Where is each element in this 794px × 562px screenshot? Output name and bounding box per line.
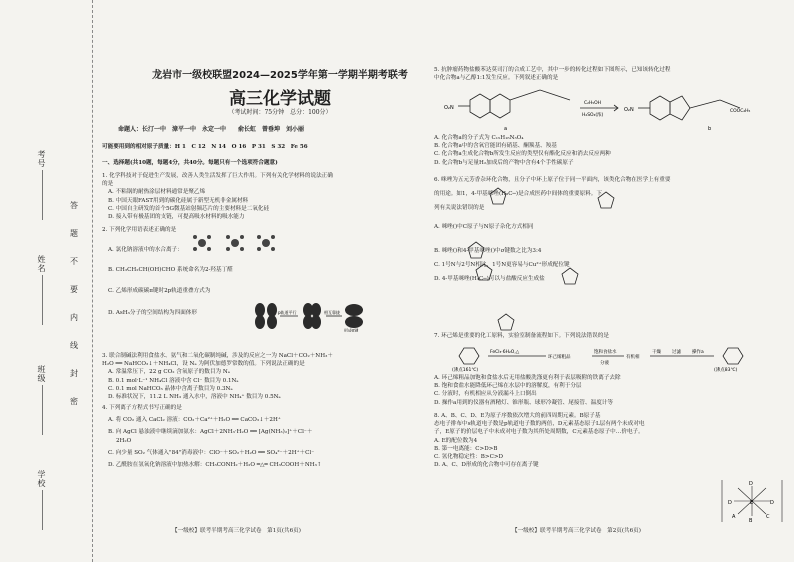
orbital-label: p轨道平行 bbox=[278, 310, 297, 315]
question-1 bbox=[102, 172, 422, 221]
complex-structure-diagram bbox=[720, 478, 784, 524]
option-d: D. A、C、D形成的化合物中可存在离子键 bbox=[434, 462, 539, 469]
seal-char: 答 bbox=[70, 201, 78, 210]
question-line: 态电子排布中s轨道电子数是p轨道电子数的两倍，D元素基态原子L层有两个未成对电 bbox=[434, 421, 645, 428]
water-circle bbox=[240, 247, 244, 251]
atom-label: D bbox=[770, 500, 774, 506]
flow-label: (沸点161℃) bbox=[452, 368, 479, 372]
reagent-top: C₂H₅OH bbox=[584, 101, 602, 106]
option-a: A. 环己烯粗品加饱和食盐水后无用盐酸洗涤更有利于表层吸附的铁离子去除 bbox=[434, 375, 621, 381]
option-c: C. 1号N与2号N相比，1号N更容易与Cu²⁺形成配位键 bbox=[434, 262, 570, 269]
question-line: 3. 联合制碱法利用食盐水、氨气和二氧化碳制纯碱，涉及的反应之一为 NaCl＋CO₂＋NH₃＋ bbox=[102, 353, 333, 359]
option-b: B. 第一电离能：C>D>B bbox=[434, 445, 498, 452]
seal-char: 要 bbox=[70, 285, 78, 294]
binding-underline bbox=[42, 490, 43, 530]
question-3 bbox=[102, 352, 422, 401]
orbital-label: 形成π键 bbox=[344, 328, 359, 332]
option-a: A. 氯化钠溶液中的水合离子： bbox=[108, 247, 183, 254]
subject-title: 高三化学试题 bbox=[229, 89, 331, 109]
question-8 bbox=[434, 412, 724, 469]
binding-label-xingming: 姓名 bbox=[37, 255, 46, 273]
option-a: A. E的配位数为4 bbox=[434, 437, 478, 444]
water-circle bbox=[207, 247, 211, 251]
option-b: B. 向 AgCl 悬浊液中继续滴加氨水：AgCl＋2NH₃·H₂O ══ [Ag(NH₃)₂]⁺＋Cl⁻＋ bbox=[108, 429, 313, 436]
reagent-bottom: H₂SO₄(浓) bbox=[582, 113, 604, 118]
seal-char: 线 bbox=[70, 341, 78, 350]
binding-label-kaohao: 考号 bbox=[37, 150, 46, 168]
p-orbital-overlap-figure bbox=[250, 302, 380, 332]
option-b: B. 饱和食盐水能降低环己烯在水层中的溶解度，有利于分层 bbox=[434, 383, 582, 390]
ring bbox=[490, 94, 510, 118]
atom-label: D bbox=[728, 500, 732, 506]
ester-group: COOC₂H₅ bbox=[730, 109, 751, 114]
time-info: （考试时间：75分钟 总分：100分） bbox=[228, 109, 332, 116]
methylimidazole-structure bbox=[596, 190, 616, 210]
orbital-lobe bbox=[345, 316, 363, 328]
orbital-label: 相互靠拢 bbox=[324, 310, 340, 315]
binding-strip bbox=[0, 0, 93, 562]
option-b: B. CH₃CH₂CH(OH)CHO 系统命名为2-羟基丁醛 bbox=[108, 267, 233, 274]
atom-label: E bbox=[750, 500, 754, 506]
atomic-masses: 可能要用到的相对原子质量：H 1 C 12 N 14 O 16 P 31 S 32 Fe 56 bbox=[102, 144, 308, 150]
question-line: 列有关说法错误的是 bbox=[434, 205, 485, 212]
ion-circle bbox=[262, 239, 270, 247]
no2-label: O₂N bbox=[444, 105, 454, 111]
option-c: C. 分液时，有机相应从分液漏斗上口倒出 bbox=[434, 391, 537, 398]
authors-line: 命题人：长汀一中 漳平一中 永定一中 俞长虹 曾垂坤 刘小丽 bbox=[118, 126, 305, 133]
benzene-ring bbox=[470, 94, 490, 118]
question-line: 5. 抗肿瘤药物盐酸苯达莫司汀的合成工艺中，其中一步的转化过程如下图所示，已知该转化过程 bbox=[434, 67, 671, 73]
question-7-options bbox=[434, 374, 784, 407]
option-b: B. 0.1 mol·L⁻¹ NH₄Cl 溶液中含 Cl⁻ 数目为 0.1Nₐ bbox=[108, 377, 239, 384]
compound-label-a: a bbox=[504, 126, 508, 132]
compound-label-b: b bbox=[708, 126, 712, 132]
seal-char: 内 bbox=[70, 313, 78, 322]
option-c: C. 向少量 SO₂ 气体通入"84"消毒液中：ClO⁻＋SO₂＋H₂O ══ SO₄²⁻＋2H⁺＋Cl⁻ bbox=[108, 449, 315, 456]
option-b: B. 咪唑()和4-甲基咪唑()中σ键数之比为3:4 bbox=[434, 247, 542, 254]
cyclohexene-flow-diagram bbox=[452, 344, 772, 372]
option-c: C. 乙烯形成碳碳π键时2p轨道重叠方式为 bbox=[108, 287, 211, 294]
orbital-lobe bbox=[311, 303, 321, 317]
imidazole-structure bbox=[474, 262, 494, 282]
seal-char: 密 bbox=[70, 397, 78, 406]
option-d: D. AsH₃分子的空间结构为四面体形 bbox=[108, 309, 197, 316]
question-4 bbox=[102, 404, 422, 469]
water-circle bbox=[271, 247, 275, 251]
atom-label: B bbox=[749, 518, 753, 524]
question-line: 6. 咪唑为五元芳香杂环化合物，且分子中环上原子位于同一平面内，该类化合物在医学上有重要 bbox=[434, 177, 671, 183]
flow-label: 饱和食盐水 bbox=[594, 350, 617, 355]
option-c: C. 化合物a生成化合物b所发生反应的类型仅有酯化反应和消去反应两种 bbox=[434, 151, 611, 158]
question-line: 的是 bbox=[102, 181, 114, 188]
question-line: 4. 下列离子方程式书写正确的是 bbox=[102, 405, 182, 411]
option-d: D. 化合物b与足量H₂加成后的产物中含有4个手性碳原子 bbox=[434, 159, 574, 166]
question-5 bbox=[434, 66, 784, 82]
ion-circle bbox=[198, 239, 206, 247]
water-circle bbox=[226, 235, 230, 239]
water-circle bbox=[240, 235, 244, 239]
question-line: 8. A、B、C、D、E为原子序数依次增大的前四周期元素。B原子基 bbox=[434, 413, 601, 419]
page-footer-1: 【一级校】联考半期考高三化学试卷 第1页(共6页) bbox=[172, 528, 301, 534]
water-circle bbox=[193, 235, 197, 239]
binding-label-xuexiao: 学校 bbox=[37, 470, 46, 488]
option-a: A. 咪唑()中C原子与N原子杂化方式相同 bbox=[434, 223, 534, 230]
binding-label-banji: 班级 bbox=[37, 365, 46, 383]
option-a: A. 化合物a的分子式为 C₁₅H₁₆N₃O₄ bbox=[434, 135, 524, 141]
bond bbox=[510, 90, 540, 100]
question-line: 7. 环己烯是重要的化工原料，实验室制备流程如下。下列说法错误的是 bbox=[434, 333, 609, 339]
seal-char: 封 bbox=[70, 369, 78, 378]
bond bbox=[720, 100, 740, 108]
water-circle bbox=[271, 235, 275, 239]
water-circle bbox=[207, 235, 211, 239]
question-line: 2. 下列化学用语表述正确的是 bbox=[102, 227, 177, 233]
question-line: 子，E原子的价层电子中未成对电子数为其所处周期数，C元素基态原子中…价电子。 bbox=[434, 429, 644, 436]
binding-underline bbox=[42, 275, 43, 325]
flow-label: 环己烯粗品 bbox=[548, 355, 571, 360]
flow-label: (沸点83℃) bbox=[714, 368, 738, 372]
binding-underline bbox=[42, 385, 43, 435]
option-d: D. 4-甲基咪唑(H₃C─)可以与盐酸反应生成盐 bbox=[434, 276, 545, 283]
orbital-lobe bbox=[345, 304, 363, 316]
atom-label: C bbox=[766, 514, 770, 520]
hydrated-ions-figure bbox=[190, 232, 280, 254]
flow-label: 有机相 bbox=[626, 355, 640, 360]
flow-label: FeCl₃·6H₂O,△ bbox=[490, 350, 520, 355]
option-d: D. 乙酰胺在氢氧化钠溶液中加热水解：CH₃CONH₂＋H₂O ═△═ CH₃COOH＋NH₃↑ bbox=[108, 462, 322, 469]
question-line: H₂O ══ NaHCO₃↓＋NH₄Cl，设 Nₐ 为阿伏加德罗常数的值。下列说法正确的是 bbox=[102, 361, 305, 368]
water-circle bbox=[257, 235, 261, 239]
imidazole-structure bbox=[488, 186, 508, 208]
atom-label: D bbox=[749, 481, 753, 487]
option-c: C. 氢化物稳定性：B>C>D bbox=[434, 454, 504, 461]
ion-circle bbox=[231, 239, 239, 247]
imidazole-ring bbox=[670, 96, 690, 120]
option-d: D. 接入带有极基团的支链，可提高吸水材料的吸水能力 bbox=[108, 214, 245, 221]
page-footer-2: 【一级校】联考半期考高三化学试卷 第2页(共6页) bbox=[512, 528, 641, 534]
exam-title: 龙岩市一级校联盟2024—2025学年第一学期半期考联考 bbox=[152, 70, 408, 81]
option-d: D. 操作a用到的仪器有酒精灯、锥形瓶、球形冷凝管、尾接管、温度计等 bbox=[434, 399, 613, 406]
question-line: 1. 化学科技对于促进生产发展，改善人类生活发挥了巨大作用。下列有关化学材料的说法正确 bbox=[102, 173, 333, 179]
water-circle bbox=[226, 247, 230, 251]
binding-underline bbox=[42, 170, 43, 220]
orbital-lobe bbox=[255, 315, 265, 329]
question-7 bbox=[434, 332, 784, 340]
option-b: B. 化合物a中的含氧官能团有硝基、酮羰基、羧基 bbox=[434, 143, 557, 150]
flow-label: 过滤 bbox=[672, 350, 681, 355]
methylimidazole-structure bbox=[496, 312, 516, 332]
bond bbox=[540, 90, 570, 100]
option-c: C. 0.1 mol NaHCO₃ 晶体中含离子数目为 0.3Nₐ bbox=[108, 385, 233, 392]
flow-label: 干燥 bbox=[652, 350, 661, 355]
question-5-options bbox=[434, 134, 784, 167]
option-b-cont: 2H₂O bbox=[116, 437, 132, 444]
question-line: 的用途。如1，4-甲基咪唑(H₃C─)是合成医药中间体的重要原料。下 bbox=[434, 191, 602, 198]
seal-char: 题 bbox=[70, 229, 78, 238]
cyclohexanol-ring bbox=[459, 348, 479, 364]
question-line: 中化合物a与乙醇1:1发生反应。下列叙述正确的是 bbox=[434, 75, 559, 82]
seal-char: 不 bbox=[70, 257, 78, 266]
orbital-lobe bbox=[267, 315, 277, 329]
no2-label: O₂N bbox=[624, 107, 634, 113]
option-c: C. 中国自主研发的首个5G微基站射频芯片的主要材料是二氧化硅 bbox=[108, 205, 270, 212]
section-heading: 一、选择题(共10题，每题4分，共40分。每题只有一个选项符合题意) bbox=[102, 160, 278, 166]
flow-label: 分液 bbox=[600, 361, 609, 366]
atom-label: A bbox=[732, 514, 736, 520]
option-b: B. 中国天眼FAST用到的碳化硅属于新型无机非金属材料 bbox=[108, 197, 249, 204]
orbital-lobe bbox=[267, 303, 277, 317]
benzene-ring bbox=[650, 96, 670, 120]
bond bbox=[690, 100, 720, 108]
option-a: A. 不粘锅的耐热涂层材料通常是聚乙烯 bbox=[108, 189, 206, 196]
orbital-lobe bbox=[311, 315, 321, 329]
flow-label: 操作a bbox=[692, 350, 704, 355]
water-circle bbox=[193, 247, 197, 251]
option-a: A. 常温常压下，22 g CO₂ 含氧原子的数目为 Nₐ bbox=[108, 369, 230, 376]
methylimidazole-structure bbox=[560, 266, 580, 286]
option-d: D. 标准状况下，11.2 L NH₃ 通入水中，溶液中 NH₄⁺ 数目为 0.5Nₐ bbox=[108, 394, 281, 401]
imidazole-structure bbox=[466, 240, 486, 260]
water-circle bbox=[257, 247, 261, 251]
option-a: A. 将 CO₂ 通入 CaCl₂ 溶液：CO₂＋Ca²⁺＋H₂O ══ CaCO₃↓＋2H⁺ bbox=[108, 417, 281, 424]
cyclohexene-ring bbox=[723, 348, 743, 364]
orbital-lobe bbox=[255, 303, 265, 317]
reaction-scheme-q5 bbox=[440, 86, 770, 132]
